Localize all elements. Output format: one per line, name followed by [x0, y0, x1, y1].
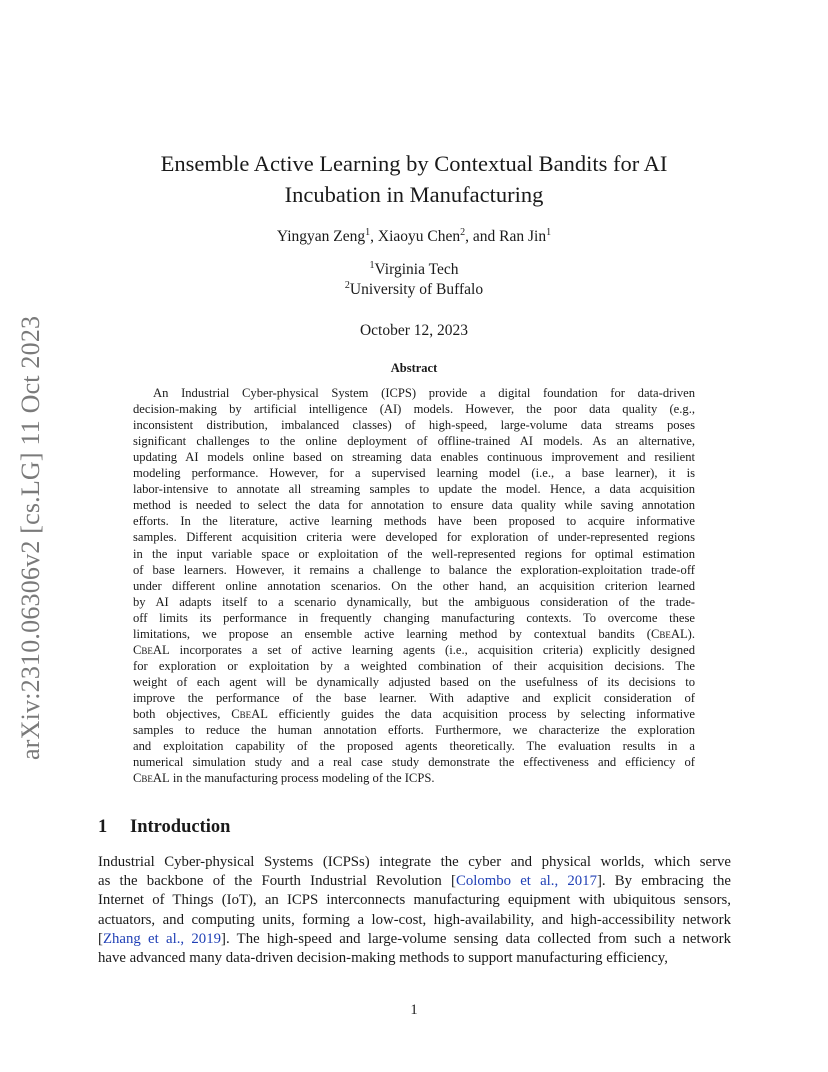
abstract-line: weight of each agent will be dynamically adjusted based on the usefulness of its decisions to [133, 674, 695, 689]
author-separator: , [370, 228, 378, 245]
abstract-line: improve the performance of the base learner. With adaptive and explicit consideration of [133, 690, 695, 705]
body-text-line: [Zhang et al., 2019]. The high-speed and large-volume sensing data collected from such a network [98, 930, 732, 947]
abstract-line: by AI adapts itself to a scenario dynamically, but the ambiguous consideration of the trade- [133, 594, 695, 609]
affiliation [120, 280, 708, 300]
abstract-line: decision-making by artificial intelligence (AI) models. However, the poor data quality (e.g., [133, 402, 695, 417]
title-line: Incubation in Manufacturing [284, 182, 544, 207]
citation-link[interactable]: Colombo et al., 2017 [455, 873, 597, 890]
abstract-line: CbeAL in the manufacturing process modeling of the ICPS. [133, 771, 435, 786]
title-line: Ensemble Active Learning by Contextual Bandits for AI [160, 151, 668, 176]
abstract-line: of base learners. However, it remains a challenge to balance the exploration-exploitation trade-off [133, 562, 695, 577]
body-text-line: actuators, and computing units, forming a low-cost, high-availability, and high-accessibility network [98, 911, 731, 928]
abstract-line: CbeAL incorporates a set of active learning agents (i.e., acquisition criteria) explicitly designed [133, 642, 695, 657]
abstract-line: under different online annotation scenarios. On the other hand, an acquisition criterion learned [133, 578, 695, 593]
citation-link[interactable]: Zhang et al., 2019 [102, 930, 222, 947]
abstract-line: efforts. In the literature, active learning methods have been proposed to acquire informative [133, 514, 695, 529]
affiliation-mark: 1 [365, 227, 371, 238]
author-name: Yingyan Zeng [276, 228, 366, 245]
method-acronym: CbeAL [133, 642, 170, 657]
body-text-line: Internet of Things (IoT), an ICPS interconnects manufacturing equipment with ubiquitous sensors, [98, 892, 731, 909]
abstract-line: inconsistent distribution, imbalanced classes) of high-speed, large-volume data streams poses [133, 418, 695, 433]
abstract-line: method is needed to select the data for annotation to ensure data quality while saving annotation [133, 498, 695, 513]
abstract-heading: Abstract [390, 361, 438, 375]
abstract-line: significant challenges to the online deployment of offline-trained AI models. As an alternative, [133, 434, 695, 449]
affiliation-name: University of Buffalo [349, 281, 484, 298]
body-text-line: Industrial Cyber-physical Systems (ICPSs) integrate the cyber and physical worlds, which serve [98, 854, 731, 870]
method-acronym: CbeAL [650, 626, 688, 641]
abstract-line: samples to reduce the human annotation efforts. Furthermore, we characterize the exploration [133, 723, 695, 738]
abstract-line: updating AI models online based on streaming data enables continuous improvement and resilient [133, 450, 695, 465]
body-text-line: have advanced many data-driven decision-making methods to support manufacturing efficiency, [98, 950, 668, 966]
abstract-line: modeling performance. However, for a supervised learning model (i.e., a base learner), it is [133, 466, 695, 481]
abstract-line: in the input variable space or exploitation of the well-represented regions for optimal estimation [133, 546, 695, 561]
abstract-line: samples. Different acquisition criteria were developed for exploration of under-represented regions [133, 530, 695, 545]
abstract-line: An Industrial Cyber-physical System (ICPS) provide a digital foundation for data-driven [153, 386, 695, 400]
affiliation-mark: 1 [546, 227, 552, 238]
affiliation-mark: 2 [344, 280, 350, 291]
affiliation-list [120, 260, 708, 300]
abstract-line: and exploitation capability of the proposed agents theoretically. The evaluation results in a [133, 739, 695, 754]
abstract-line: both objectives, CbeAL efficiently guides the data acquisition process by selecting informative [133, 707, 695, 721]
section-number: 1 [98, 817, 108, 837]
paper-title [120, 148, 708, 210]
abstract-line: limitations, we propose an ensemble active learning method by contextual bandits (CbeAL). [133, 626, 695, 641]
author-list [120, 228, 708, 246]
page-number: 1 [410, 1002, 418, 1018]
affiliation [120, 260, 708, 280]
method-acronym: CbeAL [231, 707, 268, 721]
method-acronym: CbeAL [133, 771, 170, 786]
affiliation-mark: 2 [460, 227, 466, 238]
affiliation-mark: 1 [369, 260, 375, 271]
abstract-line: numerical simulation study and a real case study demonstrate the effectiveness and efficiency of [133, 755, 695, 770]
paper-date: October 12, 2023 [359, 322, 469, 339]
abstract-line: off limits its performance in frequently changing manufacturing contexts. To overcome these [133, 610, 695, 625]
abstract-line: for exploration or exploitation by a weighted combination of their acquisition decisions. The [133, 658, 695, 673]
author-separator: , and [465, 228, 500, 245]
body-text-line: as the backbone of the Fourth Industrial Revolution [Colombo et al., 2017]. By embracing the [98, 873, 731, 890]
arxiv-identifier-stamp: arXiv:2310.06306v2 [cs.LG] 11 Oct 2023 [16, 315, 45, 760]
affiliation-name: Virginia Tech [374, 261, 459, 278]
section-title: Introduction [130, 817, 231, 837]
abstract-line: labor-intensive to annotate all streaming samples to update the model. Hence, a data acquisition [133, 482, 695, 497]
author-name: Ran Jin [499, 228, 547, 245]
section-heading [98, 817, 230, 838]
author-name: Xiaoyu Chen [377, 228, 461, 245]
